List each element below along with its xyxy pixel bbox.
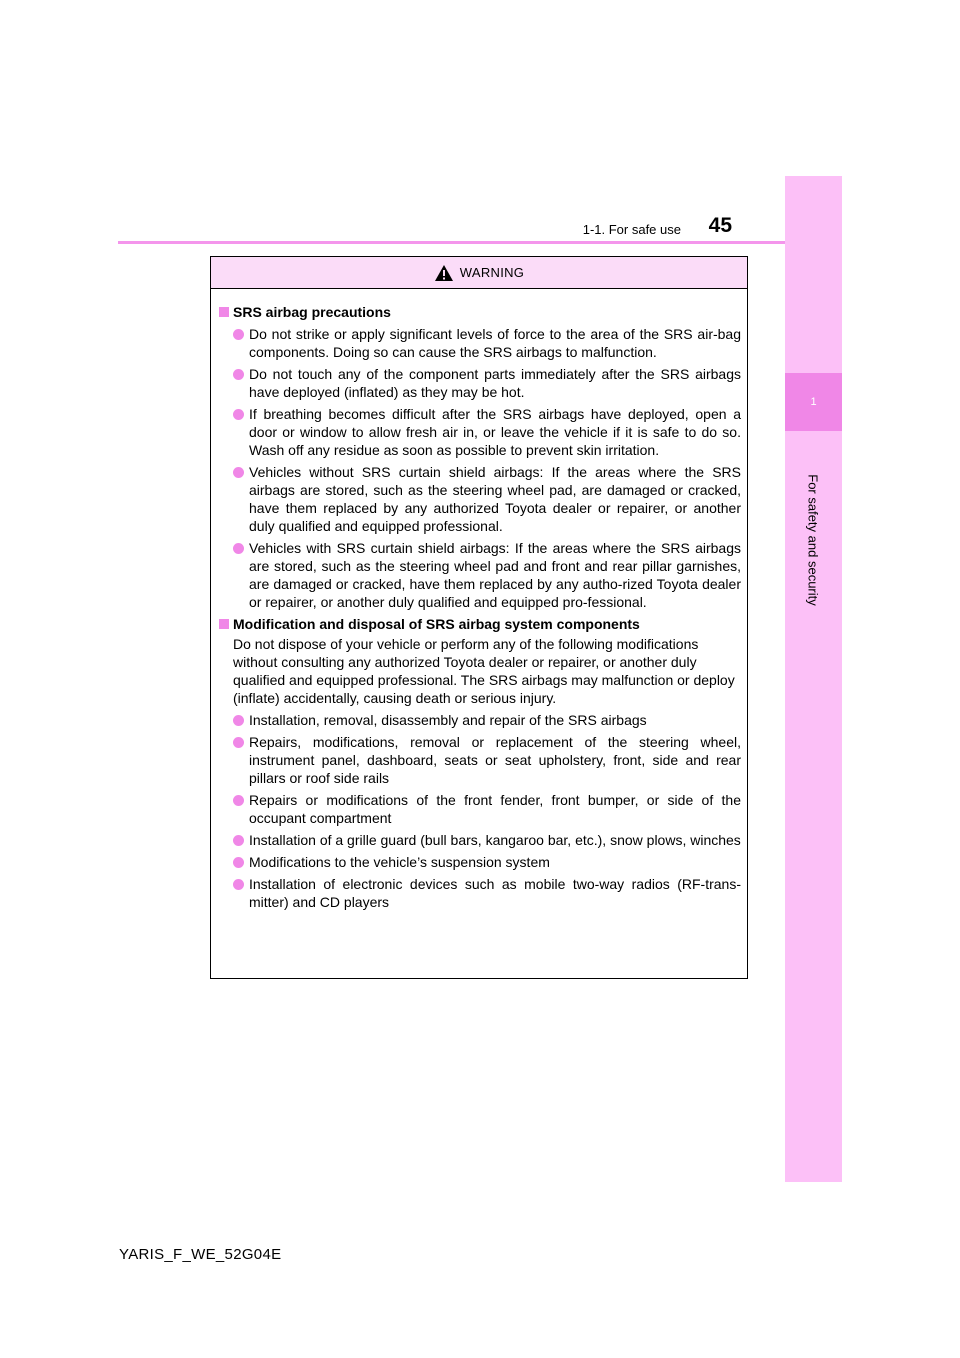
bullet-dot-icon [233,369,244,380]
list-item: Modifications to the vehicle’s suspension system [219,853,741,871]
warning-body [211,289,747,911]
list-item: Do not strike or apply significant levels of force to the area of the SRS air-bag components. Doing so can cause the SRS airbags to malfunction. [219,325,741,361]
warning-triangle-icon [434,264,454,282]
header-divider [118,241,785,244]
bullet-dot-icon [233,409,244,420]
list-item: Installation of a grille guard (bull bars, kangaroo bar, etc.), snow plows, winches [219,831,741,849]
warning-box [210,256,748,979]
list-item: Installation, removal, disassembly and repair of the SRS airbags [219,711,741,729]
document-code: YARIS_F_WE_52G04E [119,1246,282,1263]
bullet-dot-icon [233,879,244,890]
section-intro: Do not dispose of your vehicle or perform any of the following modifications without consulting any authorized Toyota dealer or repairer, or another duly qualified and equipped professional. The SRS airbags may malfunction or deploy (inflate) accidentally, causing death or serious injury. [233,636,735,706]
list-item: Vehicles without SRS curtain shield airbags: If the areas where the SRS airbags are stored, such as the steering wheel pad, are damaged or cracked, have them replaced by any authorized Toyota dealer or repairer, or another duly qualified and equipped professional. [219,463,741,535]
side-tab [785,176,842,1182]
bullet-dot-icon [233,857,244,868]
bullet-dot-icon [233,737,244,748]
section-heading: SRS airbag precautions [219,303,741,321]
page-number: 45 [708,214,732,237]
list-item: Do not touch any of the component parts immediately after the SRS airbags have deployed (inflated) as they may be hot. [219,365,741,401]
square-bullet-icon [219,307,229,317]
bullet-dot-icon [233,835,244,846]
side-tab-number: 1 [785,373,842,431]
section-title: 1-1. For safe use [582,222,681,237]
square-bullet-icon [219,619,229,629]
list-item: If breathing becomes difficult after the SRS airbags have deployed, open a door or window to allow fresh air in, or leave the vehicle if it is safe to do so. Wash off any residue as soon as possible to prevent skin irritation. [219,405,741,459]
warning-header [211,257,747,289]
list-item: Installation of electronic devices such as mobile two-way radios (RF-trans-mitter) and CD players [219,875,741,911]
section-heading: Modification and disposal of SRS airbag system components [219,615,741,633]
bullet-dot-icon [233,467,244,478]
bullet-dot-icon [233,715,244,726]
list-item: Repairs or modifications of the front fender, front bumper, or side of the occupant compartment [219,791,741,827]
list-item: Repairs, modifications, removal or replacement of the steering wheel, instrument panel, dashboard, seats or seat upholstery, front, side and rear pillars or roof side rails [219,733,741,787]
bullet-dot-icon [233,543,244,554]
bullet-dot-icon [233,329,244,340]
list-item: Vehicles with SRS curtain shield airbags: If the areas where the SRS airbags are stored, such as the steering wheel pad and front and rear pillar garnishes, are damaged or cracked, have them replaced by any autho-rized Toyota dealer or repairer, or another duly qualified and equipped pro-fessional. [219,539,741,611]
warning-title: WARNING [459,265,525,280]
bullet-dot-icon [233,795,244,806]
side-tab-label: For safety and security [805,474,821,606]
